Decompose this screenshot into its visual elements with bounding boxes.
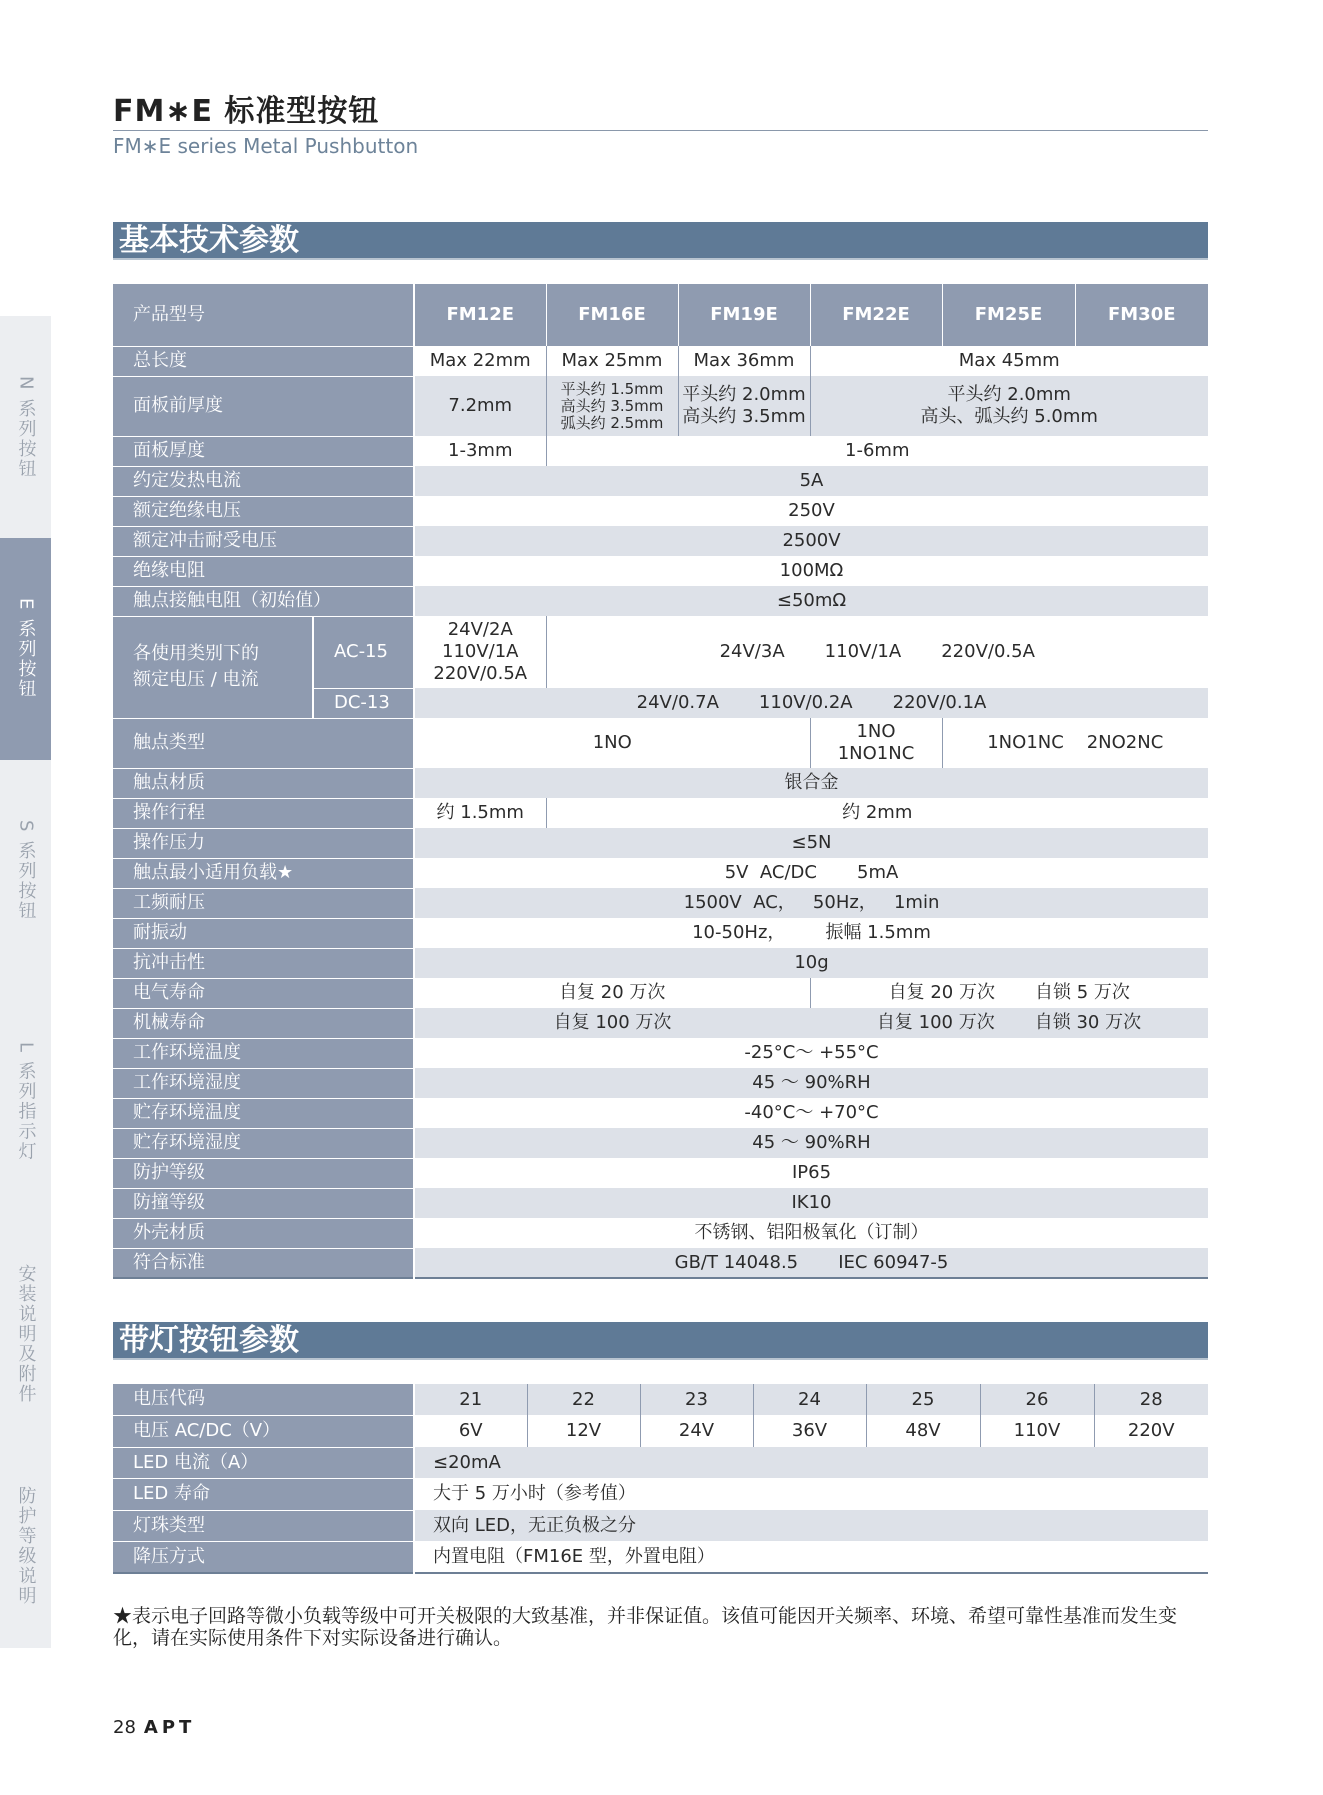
table-row (113, 1510, 1208, 1541)
table-row (113, 1415, 1208, 1447)
cell-value: 45 ～ 90%RH (414, 1068, 1208, 1098)
sidebar-tab-e-series[interactable] (0, 538, 51, 760)
row-label: LED 电流（A） (113, 1447, 414, 1478)
table-row (113, 858, 1208, 888)
page-title: FM∗E 标准型按钮 (113, 94, 380, 129)
cell-value: 100MΩ (779, 560, 844, 581)
cell-value: IK10 (414, 1188, 1208, 1218)
row-label: 符合标准 (113, 1248, 414, 1278)
cell-value: 45 ～ 90%RH (414, 1128, 1208, 1158)
sidebar-tab-protection[interactable] (0, 1426, 51, 1648)
table-row (113, 798, 1208, 828)
table-row (113, 948, 1208, 978)
lamp-params-table (113, 1384, 1208, 1574)
header-label: 产品型号 (113, 284, 414, 346)
table-row (113, 978, 1208, 1008)
row-label: 贮存环境湿度 (113, 1128, 414, 1158)
table-row (113, 586, 1208, 616)
table-row (113, 1188, 1208, 1218)
sidebar-tab-label: 防护等级说明 (15, 1486, 37, 1606)
cell-value: 24V/3A 110V/1A 220V/0.5A (546, 616, 1208, 688)
table-row (113, 1128, 1208, 1158)
row-label: 机械寿命 (113, 1008, 414, 1038)
row-label: 面板厚度 (113, 436, 414, 466)
section-title-basic-params: 基本技术参数 (113, 222, 1208, 260)
row-label: LED 寿命 (113, 1478, 414, 1510)
cell-value: 250V (788, 500, 835, 521)
cell-value: 平头约 1.5mm 高头约 3.5mm 弧头约 2.5mm (546, 376, 678, 436)
brand-logo: APT (143, 1717, 196, 1738)
row-label: 灯珠类型 (113, 1510, 414, 1541)
cell-value: -25°C～ +55°C (744, 1042, 879, 1063)
cell-value: 2500V (414, 526, 1208, 556)
row-label: 工作环境温度 (113, 1038, 414, 1068)
model-fm30e: FM30E (1075, 284, 1208, 346)
table-row (113, 346, 1208, 376)
cell-value: 10-50Hz， 振幅 1.5mm (692, 922, 931, 943)
table-row (113, 1218, 1208, 1248)
table-row (113, 768, 1208, 798)
row-label: 贮存环境温度 (113, 1098, 414, 1128)
title-divider (113, 130, 1208, 131)
page-footer (113, 1717, 195, 1738)
cell-value: 约 2mm (546, 798, 1208, 828)
model-fm12e: FM12E (414, 284, 546, 346)
table-row (113, 1008, 1208, 1038)
table-row (113, 1248, 1208, 1278)
section-title-lamp-params: 带灯按钮参数 (113, 1322, 1208, 1360)
cell-value: 1NO (592, 732, 632, 753)
cell-value: 110V (980, 1415, 1094, 1447)
row-label: 操作压力 (113, 828, 414, 858)
cell-value: 24V/2A 110V/1A 220V/0.5A (433, 619, 528, 684)
table-row (113, 376, 1208, 436)
row-label: 额定绝缘电压 (113, 496, 414, 526)
cell-value: 不锈钢、铝阳极氧化（订制） (694, 1222, 929, 1243)
cell-value: Max 22mm (429, 350, 531, 371)
cell-value: 平头约 2.0mm 高头、弧头约 5.0mm (810, 376, 1208, 436)
sub-label-dc13: DC-13 (313, 688, 414, 718)
table-row (113, 1038, 1208, 1068)
table-row (113, 1158, 1208, 1188)
row-label: 操作行程 (113, 798, 414, 828)
row-label: 触点接触电阻（初始值） (113, 586, 414, 616)
row-label: 电气寿命 (113, 978, 414, 1008)
cell-value: 12V (527, 1415, 640, 1447)
row-label: 防护等级 (113, 1158, 414, 1188)
table-header-row (113, 284, 1208, 346)
cell-value: ≤20mA (414, 1447, 1208, 1478)
cell-value: 1NO1NC 2NO2NC (942, 718, 1208, 768)
cell-value: 7.2mm (414, 376, 546, 436)
row-label: 各使用类别下的 额定电压 / 电流 (113, 616, 313, 718)
page-subtitle: FM∗E series Metal Pushbutton (113, 134, 419, 158)
row-label: 总长度 (113, 346, 414, 376)
row-label: 触点最小适用负载★ (113, 858, 414, 888)
table-row (113, 436, 1208, 466)
basic-params-table (113, 284, 1208, 1279)
table-row (113, 556, 1208, 586)
cell-value: 25 (866, 1384, 980, 1415)
table-row (113, 718, 1208, 768)
row-label: 绝缘电阻 (113, 556, 414, 586)
cell-value: -40°C～ +70°C (744, 1102, 879, 1123)
cell-value: ≤50mΩ (414, 586, 1208, 616)
row-label: 防撞等级 (113, 1188, 414, 1218)
sidebar-tab-s-series[interactable] (0, 760, 51, 982)
model-fm16e: FM16E (546, 284, 678, 346)
cell-value: 大于 5 万小时（参考值） (433, 1483, 636, 1504)
cell-value: 24V/0.7A 110V/0.2A 220V/0.1A (414, 688, 1208, 718)
row-label: 约定发热电流 (113, 466, 414, 496)
cell-value: 220V (1094, 1415, 1208, 1447)
footnote: ★表示电子回路等微小负载等级中可开关极限的大致基准，并非保证值。该值可能因开关频率、环境、希望可靠性基准而发生变化，请在实际使用条件下对实际设备进行确认。 (113, 1605, 1178, 1649)
row-label: 降压方式 (113, 1541, 414, 1573)
cell-value: 1NO 1NO1NC (810, 718, 942, 768)
cell-value: 1-6mm (546, 436, 1208, 466)
cell-value: 21 (414, 1384, 527, 1415)
row-label: 面板前厚度 (113, 376, 414, 436)
cell-value: 24 (753, 1384, 866, 1415)
cell-value: 28 (1094, 1384, 1208, 1415)
page-number: 28 (113, 1717, 136, 1738)
cell-value: 内置电阻（FM16E 型，外置电阻） (433, 1545, 715, 1567)
sidebar-tab-l-series[interactable] (0, 982, 51, 1204)
model-fm25e: FM25E (942, 284, 1075, 346)
row-label: 额定冲击耐受电压 (113, 526, 414, 556)
table-row (113, 1541, 1208, 1573)
table-row (113, 888, 1208, 918)
model-fm22e: FM22E (810, 284, 942, 346)
row-label: 电压 AC/DC（V） (113, 1415, 414, 1447)
cell-value: 约 1.5mm (436, 802, 524, 823)
sidebar-tab-installation[interactable] (0, 1204, 51, 1426)
table-row (113, 1447, 1208, 1478)
row-label: 外壳材质 (113, 1218, 414, 1248)
sidebar-tab-label: N 系列按钮 (15, 376, 37, 480)
cell-value: 1500V AC， 50Hz， 1min (414, 888, 1208, 918)
cell-value: 6V (458, 1420, 483, 1441)
cell-value: 自复 20 万次 (559, 982, 666, 1003)
cell-value: Max 45mm (810, 346, 1208, 376)
sidebar-tab-label: L 系列指示灯 (15, 1042, 37, 1162)
table-row (113, 918, 1208, 948)
cell-value: 自复 100 万次 (414, 1008, 810, 1038)
cell-value: Max 36mm (678, 346, 810, 376)
model-fm19e: FM19E (678, 284, 810, 346)
cell-value: 23 (640, 1384, 753, 1415)
cell-value: 22 (527, 1384, 640, 1415)
row-label: 电压代码 (113, 1384, 414, 1415)
cell-value: 银合金 (414, 768, 1208, 798)
cell-value: 1-3mm (448, 440, 513, 461)
cell-value: ≤5N (414, 828, 1208, 858)
row-label: 抗冲击性 (113, 948, 414, 978)
cell-value: 36V (753, 1415, 866, 1447)
table-row (113, 828, 1208, 858)
table-row (113, 1098, 1208, 1128)
row-label: 触点类型 (113, 718, 414, 768)
cell-value: GB/T 14048.5 IEC 60947-5 (414, 1248, 1208, 1278)
cell-value: 自复 100 万次 自锁 30 万次 (810, 1008, 1208, 1038)
table-row (113, 1384, 1208, 1415)
table-row (113, 1478, 1208, 1510)
row-label: 工作环境湿度 (113, 1068, 414, 1098)
sidebar-tab-label: 安装说明及附件 (15, 1264, 37, 1404)
cell-value: 48V (866, 1415, 980, 1447)
cell-value: 26 (980, 1384, 1094, 1415)
row-label: 耐振动 (113, 918, 414, 948)
table-row (113, 616, 1208, 688)
cell-value: 双向 LED，无正负极之分 (414, 1510, 1208, 1541)
sidebar-tab-label: E 系列按钮 (15, 598, 37, 700)
sidebar-tab-n-series[interactable] (0, 316, 51, 538)
cell-value: IP65 (791, 1162, 832, 1183)
cell-value: 自复 20 万次 自锁 5 万次 (810, 978, 1208, 1008)
cell-value: Max 25mm (546, 346, 678, 376)
table-row (113, 1068, 1208, 1098)
cell-value: 5V AC/DC 5mA (724, 862, 899, 883)
row-label: 触点材质 (113, 768, 414, 798)
table-row (113, 496, 1208, 526)
table-row (113, 466, 1208, 496)
cell-value: 24V (640, 1415, 753, 1447)
sidebar-tab-label: S 系列按钮 (15, 820, 37, 922)
cell-value: 5A (414, 466, 1208, 496)
cell-value: 平头约 2.0mm 高头约 3.5mm (678, 376, 810, 436)
row-label: 工频耐压 (113, 888, 414, 918)
table-row (113, 526, 1208, 556)
sub-label-ac15: AC-15 (313, 616, 414, 688)
cell-value: 10g (414, 948, 1208, 978)
